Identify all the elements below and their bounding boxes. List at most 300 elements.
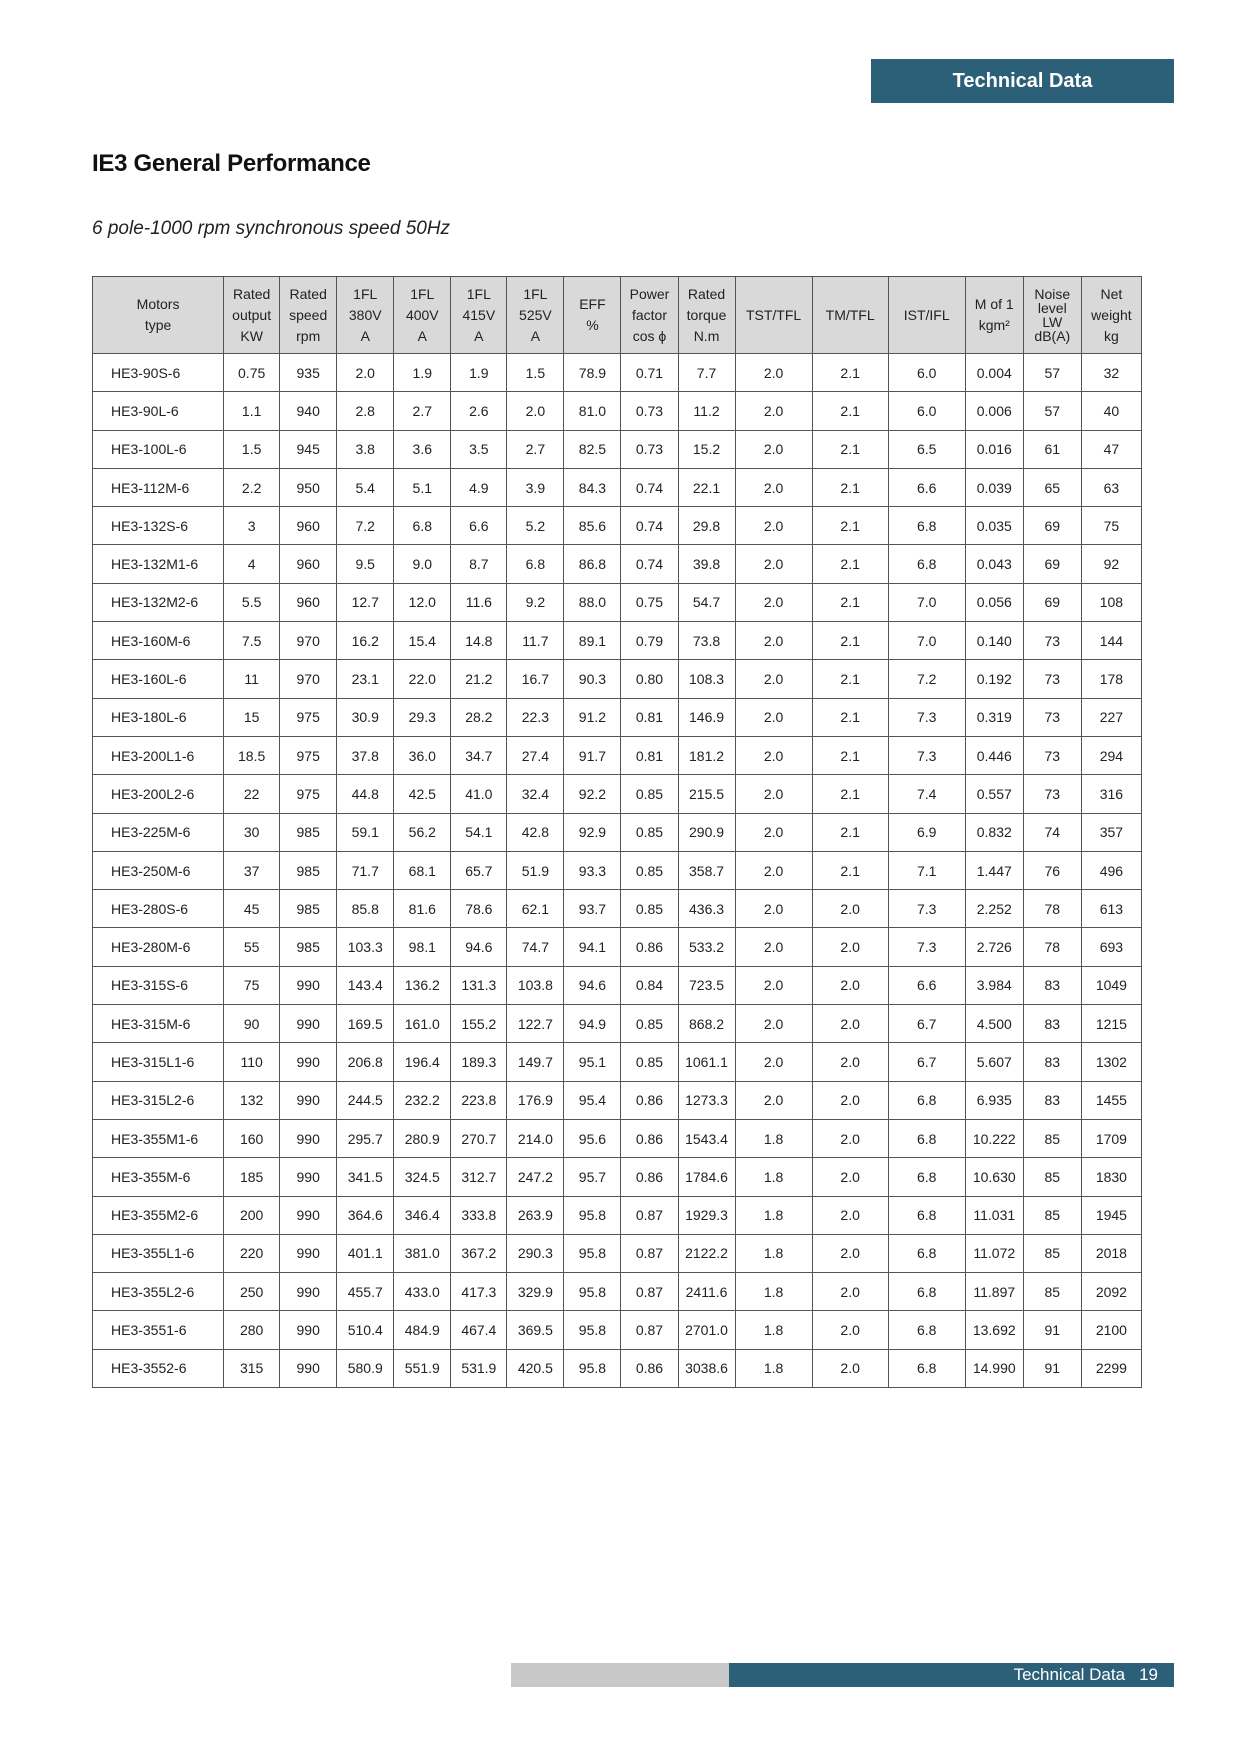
table-cell: 2.6 <box>451 392 507 430</box>
table-cell: 693 <box>1081 928 1141 966</box>
table-cell: 27.4 <box>507 736 564 774</box>
table-cell: 196.4 <box>394 1043 451 1081</box>
table-cell: 12.7 <box>337 583 394 621</box>
table-cell: 89.1 <box>564 622 621 660</box>
table-cell: 11.897 <box>965 1273 1023 1311</box>
table-cell: 45 <box>224 890 280 928</box>
table-cell: 6.8 <box>888 1119 965 1157</box>
table-cell: 970 <box>280 622 337 660</box>
table-cell: 149.7 <box>507 1043 564 1081</box>
column-header-line: Noise <box>1034 286 1071 302</box>
table-cell: 11.072 <box>965 1234 1023 1272</box>
table-cell: 22.3 <box>507 698 564 736</box>
table-row <box>93 775 1142 813</box>
table-cell: 227 <box>1081 698 1141 736</box>
table-cell: 1.9 <box>451 354 507 392</box>
table-cell: 220 <box>224 1234 280 1272</box>
table-cell: 146.9 <box>678 698 735 736</box>
table-cell: 580.9 <box>337 1349 394 1387</box>
table-cell: 7.2 <box>337 507 394 545</box>
table-cell: 401.1 <box>337 1234 394 1272</box>
motor-type-cell: HE3-315M-6 <box>93 1005 224 1043</box>
table-cell: 108 <box>1081 583 1141 621</box>
table-cell: 945 <box>280 430 337 468</box>
table-cell: 10.222 <box>965 1119 1023 1157</box>
table-cell: 42.8 <box>507 813 564 851</box>
table-cell: 65.7 <box>451 851 507 889</box>
table-cell: 91 <box>1023 1349 1081 1387</box>
table-row <box>93 1043 1142 1081</box>
table-cell: 0.192 <box>965 660 1023 698</box>
table-cell: 2411.6 <box>678 1273 735 1311</box>
table-cell: 11.7 <box>507 622 564 660</box>
table-cell: 10.630 <box>965 1158 1023 1196</box>
column-header <box>1081 277 1141 354</box>
column-header-line: Rated <box>687 285 726 302</box>
table-cell: 78.6 <box>451 890 507 928</box>
table-cell: 200 <box>224 1196 280 1234</box>
table-cell: 2.0 <box>735 468 812 506</box>
table-cell: 6.5 <box>888 430 965 468</box>
column-header-line: 1FL <box>353 285 378 302</box>
column-header-line: A <box>474 327 484 344</box>
column-header-line: output <box>232 306 272 323</box>
table-row <box>93 468 1142 506</box>
table-cell: 990 <box>280 1311 337 1349</box>
table-cell: 74.7 <box>507 928 564 966</box>
table-cell: 315 <box>224 1349 280 1387</box>
table-cell: 94.6 <box>564 966 621 1004</box>
table-cell: 1.8 <box>735 1234 812 1272</box>
table-cell: 7.2 <box>888 660 965 698</box>
column-header-line: Net <box>1100 285 1123 302</box>
table-cell: 7.3 <box>888 698 965 736</box>
table-cell: 1273.3 <box>678 1081 735 1119</box>
table-cell: 29.8 <box>678 507 735 545</box>
table-cell: 0.74 <box>621 545 678 583</box>
table-cell: 2299 <box>1081 1349 1141 1387</box>
table-cell: 176.9 <box>507 1081 564 1119</box>
table-cell: 32.4 <box>507 775 564 813</box>
table-cell: 61 <box>1023 430 1081 468</box>
table-cell: 244.5 <box>337 1081 394 1119</box>
column-header-line: M of 1 <box>974 296 1014 312</box>
table-cell: 6.8 <box>888 545 965 583</box>
table-cell: 11.6 <box>451 583 507 621</box>
table-cell: 1.447 <box>965 851 1023 889</box>
table-cell: 7.0 <box>888 583 965 621</box>
table-row <box>93 392 1142 430</box>
table-cell: 0.74 <box>621 507 678 545</box>
table-cell: 0.86 <box>621 928 678 966</box>
table-cell: 950 <box>280 468 337 506</box>
table-cell: 0.016 <box>965 430 1023 468</box>
table-row <box>93 851 1142 889</box>
table-cell: 91.2 <box>564 698 621 736</box>
table-row <box>93 966 1142 1004</box>
table-cell: 73 <box>1023 698 1081 736</box>
table-cell: 34.7 <box>451 736 507 774</box>
column-header-line: Power <box>629 285 670 302</box>
table-cell: 1.8 <box>735 1311 812 1349</box>
table-cell: 81.0 <box>564 392 621 430</box>
table-cell: 6.8 <box>888 1311 965 1349</box>
table-cell: 295.7 <box>337 1119 394 1157</box>
table-cell: 0.75 <box>224 354 280 392</box>
motor-type-cell: HE3-160L-6 <box>93 660 224 698</box>
table-cell: 169.5 <box>337 1005 394 1043</box>
table-cell: 78 <box>1023 928 1081 966</box>
table-cell: 57 <box>1023 392 1081 430</box>
table-cell: 0.86 <box>621 1081 678 1119</box>
table-header-row <box>93 277 1142 354</box>
table-cell: 455.7 <box>337 1273 394 1311</box>
column-header-line: TM/TFL <box>825 306 875 323</box>
table-cell: 2.0 <box>812 1234 888 1272</box>
table-cell: 0.85 <box>621 1005 678 1043</box>
table-cell: 37 <box>224 851 280 889</box>
table-cell: 215.5 <box>678 775 735 813</box>
motor-type-cell: HE3-200L2-6 <box>93 775 224 813</box>
table-cell: 613 <box>1081 890 1141 928</box>
table-cell: 2.0 <box>507 392 564 430</box>
table-cell: 2.0 <box>735 507 812 545</box>
table-cell: 11.031 <box>965 1196 1023 1234</box>
table-cell: 381.0 <box>394 1234 451 1272</box>
column-header <box>621 277 678 354</box>
table-cell: 1302 <box>1081 1043 1141 1081</box>
table-cell: 91.7 <box>564 736 621 774</box>
table-cell: 95.8 <box>564 1273 621 1311</box>
table-cell: 78 <box>1023 890 1081 928</box>
table-cell: 2.0 <box>812 928 888 966</box>
table-cell: 0.056 <box>965 583 1023 621</box>
table-cell: 436.3 <box>678 890 735 928</box>
table-cell: 40 <box>1081 392 1141 430</box>
table-row <box>93 507 1142 545</box>
table-row <box>93 698 1142 736</box>
column-header <box>224 277 280 354</box>
table-cell: 2.0 <box>812 1081 888 1119</box>
table-cell: 5.4 <box>337 468 394 506</box>
table-cell: 9.2 <box>507 583 564 621</box>
table-cell: 75 <box>224 966 280 1004</box>
table-cell: 0.75 <box>621 583 678 621</box>
table-cell: 1455 <box>1081 1081 1141 1119</box>
column-header <box>965 277 1023 354</box>
table-cell: 83 <box>1023 966 1081 1004</box>
column-header-line: level <box>1037 300 1067 316</box>
table-cell: 85.6 <box>564 507 621 545</box>
table-cell: 29.3 <box>394 698 451 736</box>
table-cell: 0.85 <box>621 1043 678 1081</box>
table-cell: 2.1 <box>812 468 888 506</box>
table-cell: 6.8 <box>507 545 564 583</box>
table-cell: 6.8 <box>888 1196 965 1234</box>
table-cell: 37.8 <box>337 736 394 774</box>
column-header-line: A <box>530 327 541 344</box>
table-row <box>93 1234 1142 1272</box>
table-cell: 84.3 <box>564 468 621 506</box>
table-cell: 0.73 <box>621 430 678 468</box>
table-cell: 9.5 <box>337 545 394 583</box>
table-row <box>93 813 1142 851</box>
table-cell: 0.87 <box>621 1196 678 1234</box>
table-cell: 1.8 <box>735 1349 812 1387</box>
table-cell: 2.1 <box>812 813 888 851</box>
motor-type-cell: HE3-250M-6 <box>93 851 224 889</box>
table-row <box>93 430 1142 468</box>
table-cell: 95.4 <box>564 1081 621 1119</box>
table-cell: 18.5 <box>224 736 280 774</box>
table-cell: 985 <box>280 813 337 851</box>
table-cell: 2.0 <box>735 966 812 1004</box>
table-cell: 2.0 <box>735 583 812 621</box>
table-cell: 85 <box>1023 1119 1081 1157</box>
table-cell: 6.9 <box>888 813 965 851</box>
table-cell: 247.2 <box>507 1158 564 1196</box>
table-cell: 185 <box>224 1158 280 1196</box>
table-body <box>93 354 1142 1388</box>
table-cell: 155.2 <box>451 1005 507 1043</box>
table-cell: 92.2 <box>564 775 621 813</box>
column-header <box>93 277 224 354</box>
table-cell: 44.8 <box>337 775 394 813</box>
table-cell: 510.4 <box>337 1311 394 1349</box>
table-cell: 2.7 <box>394 392 451 430</box>
motor-type-cell: HE3-90L-6 <box>93 392 224 430</box>
table-cell: 42.5 <box>394 775 451 813</box>
table-row <box>93 622 1142 660</box>
table-cell: 11.2 <box>678 392 735 430</box>
motor-type-cell: HE3-132M1-6 <box>93 545 224 583</box>
table-cell: 940 <box>280 392 337 430</box>
table-cell: 6.935 <box>965 1081 1023 1119</box>
table-cell: 0.043 <box>965 545 1023 583</box>
column-header-line: dB(A) <box>1034 328 1071 344</box>
table-cell: 990 <box>280 1273 337 1311</box>
page-number: 19 <box>1139 1665 1158 1684</box>
table-cell: 985 <box>280 928 337 966</box>
table-cell: 2.0 <box>735 392 812 430</box>
table-cell: 95.8 <box>564 1349 621 1387</box>
table-cell: 6.0 <box>888 392 965 430</box>
table-cell: 6.8 <box>888 1349 965 1387</box>
table-cell: 420.5 <box>507 1349 564 1387</box>
table-cell: 1.1 <box>224 392 280 430</box>
table-cell: 11 <box>224 660 280 698</box>
column-header-line: torque <box>686 306 727 323</box>
table-cell: 7.1 <box>888 851 965 889</box>
table-cell: 39.8 <box>678 545 735 583</box>
table-cell: 143.4 <box>337 966 394 1004</box>
table-cell: 94.9 <box>564 1005 621 1043</box>
column-header-line: EFF <box>579 296 606 312</box>
motor-type-cell: HE3-180L-6 <box>93 698 224 736</box>
table-cell: 2.0 <box>812 1196 888 1234</box>
motor-type-cell: HE3-315S-6 <box>93 966 224 1004</box>
table-cell: 22 <box>224 775 280 813</box>
table-cell: 47 <box>1081 430 1141 468</box>
table-cell: 73.8 <box>678 622 735 660</box>
table-cell: 22.1 <box>678 468 735 506</box>
column-header <box>337 277 394 354</box>
motor-type-cell: HE3-355L1-6 <box>93 1234 224 1272</box>
table-cell: 985 <box>280 890 337 928</box>
table-cell: 3.5 <box>451 430 507 468</box>
table-cell: 990 <box>280 966 337 1004</box>
table-row <box>93 928 1142 966</box>
table-cell: 95.8 <box>564 1196 621 1234</box>
table-cell: 14.990 <box>965 1349 1023 1387</box>
table-cell: 15.4 <box>394 622 451 660</box>
motor-type-cell: HE3-315L1-6 <box>93 1043 224 1081</box>
table-cell: 6.8 <box>888 1273 965 1311</box>
table-cell: 1929.3 <box>678 1196 735 1234</box>
table-cell: 13.692 <box>965 1311 1023 1349</box>
table-cell: 81.6 <box>394 890 451 928</box>
table-cell: 312.7 <box>451 1158 507 1196</box>
table-cell: 15.2 <box>678 430 735 468</box>
table-cell: 1784.6 <box>678 1158 735 1196</box>
table-cell: 0.446 <box>965 736 1023 774</box>
table-cell: 30 <box>224 813 280 851</box>
table-cell: 15 <box>224 698 280 736</box>
table-cell: 2.1 <box>812 851 888 889</box>
table-cell: 108.3 <box>678 660 735 698</box>
table-cell: 82.5 <box>564 430 621 468</box>
table-cell: 86.8 <box>564 545 621 583</box>
table-cell: 6.0 <box>888 354 965 392</box>
table-cell: 970 <box>280 660 337 698</box>
table-cell: 2018 <box>1081 1234 1141 1272</box>
table-cell: 4.500 <box>965 1005 1023 1043</box>
table-cell: 6.8 <box>888 1158 965 1196</box>
column-header-line: kg <box>1104 327 1119 344</box>
table-cell: 2701.0 <box>678 1311 735 1349</box>
table-cell: 0.87 <box>621 1234 678 1272</box>
table-cell: 2.0 <box>812 1311 888 1349</box>
table-cell: 985 <box>280 851 337 889</box>
table-cell: 0.85 <box>621 851 678 889</box>
table-cell: 2.0 <box>812 890 888 928</box>
table-cell: 54.1 <box>451 813 507 851</box>
table-cell: 1.5 <box>224 430 280 468</box>
table-cell: 0.86 <box>621 1119 678 1157</box>
table-cell: 98.1 <box>394 928 451 966</box>
table-row <box>93 890 1142 928</box>
table-cell: 59.1 <box>337 813 394 851</box>
page-subtitle: 6 pole-1000 rpm synchronous speed 50Hz <box>92 218 451 239</box>
table-cell: 0.84 <box>621 966 678 1004</box>
table-cell: 2.1 <box>812 660 888 698</box>
table-cell: 2.0 <box>735 775 812 813</box>
motor-type-cell: HE3-132S-6 <box>93 507 224 545</box>
table-cell: 69 <box>1023 583 1081 621</box>
table-cell: 6.6 <box>451 507 507 545</box>
table-cell: 7.4 <box>888 775 965 813</box>
table-cell: 1061.1 <box>678 1043 735 1081</box>
table-cell: 5.5 <box>224 583 280 621</box>
table-cell: 93.7 <box>564 890 621 928</box>
table-cell: 62.1 <box>507 890 564 928</box>
column-header-line: speed <box>289 306 328 323</box>
table-cell: 189.3 <box>451 1043 507 1081</box>
column-header <box>280 277 337 354</box>
table-cell: 2.1 <box>812 545 888 583</box>
table-cell: 868.2 <box>678 1005 735 1043</box>
table-cell: 2.726 <box>965 928 1023 966</box>
table-cell: 85 <box>1023 1158 1081 1196</box>
column-header-line: A <box>360 327 370 344</box>
table-cell: 63 <box>1081 468 1141 506</box>
column-header <box>564 277 621 354</box>
page-title: IE3 General Performance <box>92 150 371 177</box>
table-cell: 2.1 <box>812 392 888 430</box>
table-cell: 290.9 <box>678 813 735 851</box>
table-row <box>93 1158 1142 1196</box>
table-cell: 2.1 <box>812 736 888 774</box>
table-cell: 369.5 <box>507 1311 564 1349</box>
table-row <box>93 1196 1142 1234</box>
table-cell: 2.1 <box>812 430 888 468</box>
table-row <box>93 660 1142 698</box>
motor-type-cell: HE3-315L2-6 <box>93 1081 224 1119</box>
table-cell: 2.0 <box>812 1043 888 1081</box>
column-header-line: rpm <box>296 327 321 344</box>
table-cell: 935 <box>280 354 337 392</box>
table-cell: 95.6 <box>564 1119 621 1157</box>
column-header-line: 525V <box>519 306 552 323</box>
table-cell: 7.3 <box>888 928 965 966</box>
table-row <box>93 583 1142 621</box>
table-cell: 2.0 <box>735 622 812 660</box>
table-cell: 357 <box>1081 813 1141 851</box>
table-cell: 960 <box>280 507 337 545</box>
table-cell: 280.9 <box>394 1119 451 1157</box>
performance-table <box>92 276 1142 1388</box>
table-row <box>93 1311 1142 1349</box>
table-cell: 181.2 <box>678 736 735 774</box>
table-cell: 975 <box>280 736 337 774</box>
table-cell: 83 <box>1023 1043 1081 1081</box>
table-row <box>93 1349 1142 1387</box>
table-cell: 0.71 <box>621 354 678 392</box>
table-row <box>93 1273 1142 1311</box>
table-cell: 7.3 <box>888 736 965 774</box>
section-label: Technical Data <box>952 69 1093 92</box>
table-cell: 9.0 <box>394 545 451 583</box>
table-cell: 71.7 <box>337 851 394 889</box>
table-cell: 36.0 <box>394 736 451 774</box>
table-cell: 54.7 <box>678 583 735 621</box>
motor-type-cell: HE3-3551-6 <box>93 1311 224 1349</box>
table-cell: 85.8 <box>337 890 394 928</box>
table-cell: 95.8 <box>564 1311 621 1349</box>
table-cell: 2.252 <box>965 890 1023 928</box>
table-cell: 0.79 <box>621 622 678 660</box>
table-cell: 433.0 <box>394 1273 451 1311</box>
table-cell: 103.3 <box>337 928 394 966</box>
table-cell: 95.8 <box>564 1234 621 1272</box>
table-cell: 533.2 <box>678 928 735 966</box>
column-header-line: kgm² <box>978 317 1010 333</box>
table-cell: 76 <box>1023 851 1081 889</box>
column-header <box>888 277 965 354</box>
table-cell: 990 <box>280 1158 337 1196</box>
table-cell: 0.80 <box>621 660 678 698</box>
table-cell: 83 <box>1023 1005 1081 1043</box>
